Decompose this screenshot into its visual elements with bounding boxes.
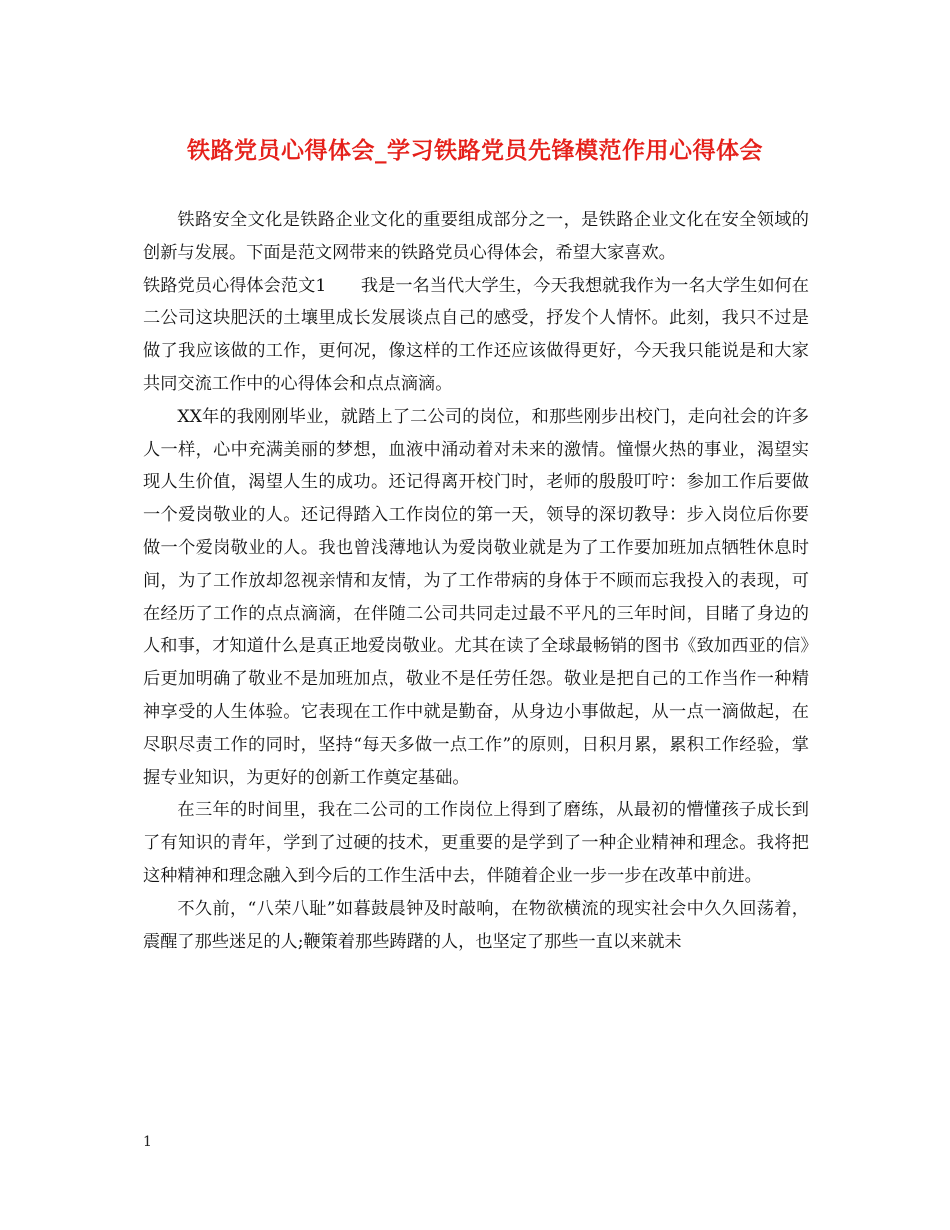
paragraph-intro: 铁路安全文化是铁路企业文化的重要组成部分之一，是铁路企业文化在安全领域的创新与发展。下面是范文网带来的铁路党员心得体会，希望大家喜欢。 (143, 210, 809, 263)
paragraph-three-years: 在三年的时间里，我在二公司的工作岗位上得到了磨练，从最初的懵懂孩子成长到了有知识的青年，学到了过硬的技术，更重要的是学到了一种企业精神和理念。我将把这种精神和理念融入到今后的工作生活中去，伴随着企业一步一步在改革中前进。 (143, 800, 809, 886)
paragraph-sample-1: 铁路党员心得体会范文1 我是一名当代大学生，今天我想就我作为一名大学生如何在二公司这块肥沃的土壤里成长发展谈点自己的感受，抒发个人情怀。此刻，我只不过是做了我应该做的工作，更何况，像这样的工作还应该做得更好，今天我只能说是和大家共同交流工作中的心得体会和点点滴滴。 (143, 275, 809, 394)
document-title: 铁路党员心得体会_学习铁路党员先锋模范作用心得体会 (187, 137, 763, 164)
paragraph-eight-honors: 不久前，“八荣八耻”如暮鼓晨钟及时敲响，在物欲横流的现实社会中久久回荡着，震醒了那些迷足的人;鞭策着那些踌躇的人，也坚定了那些一直以来就未 (143, 898, 809, 952)
paragraph-career-start: XX年的我刚刚毕业，就踏上了二公司的岗位，和那些刚步出校门，走向社会的许多人一样，心中充满美丽的梦想，血液中涌动着对未来的激情。憧憬火热的事业，渴望实现人生价值，渴望人生的成功。还记得离开校门时，老师的殷殷叮咛：参加工作后要做一个爱岗敬业的人。还记得踏入工作岗位的第一天，领导的深切教导：步入岗位后你要做一个爱岗敬业的人。我也曾浅薄地认为爱岗敬业就是为了工作要加班加点牺牲休息时间，为了工作放却忽视亲情和友情，为了工作带病的身体于不顾而忘我投入的表现，可在经历了工作的点点滴滴，在伴随二公司共同走过最不平凡的三年时间，目睹了身边的人和事，才知道什么是真正地爱岗敬业。尤其在读了全球最畅销的图书《致加西亚的信》后更加明确了敬业不是加班加点，敬业不是任劳任怨。敬业是把自己的工作当作一种精神享受的人生体验。它表现在工作中就是勤奋，从身边小事做起，从一点一滴做起，在尽职尽责工作的同时，坚持“每天多做一点工作”的原则，日积月累，累积工作经验，掌握专业知识，为更好的创新工作奠定基础。 (143, 406, 809, 788)
document-body (143, 204, 809, 958)
page-number: 1 (143, 1134, 152, 1150)
